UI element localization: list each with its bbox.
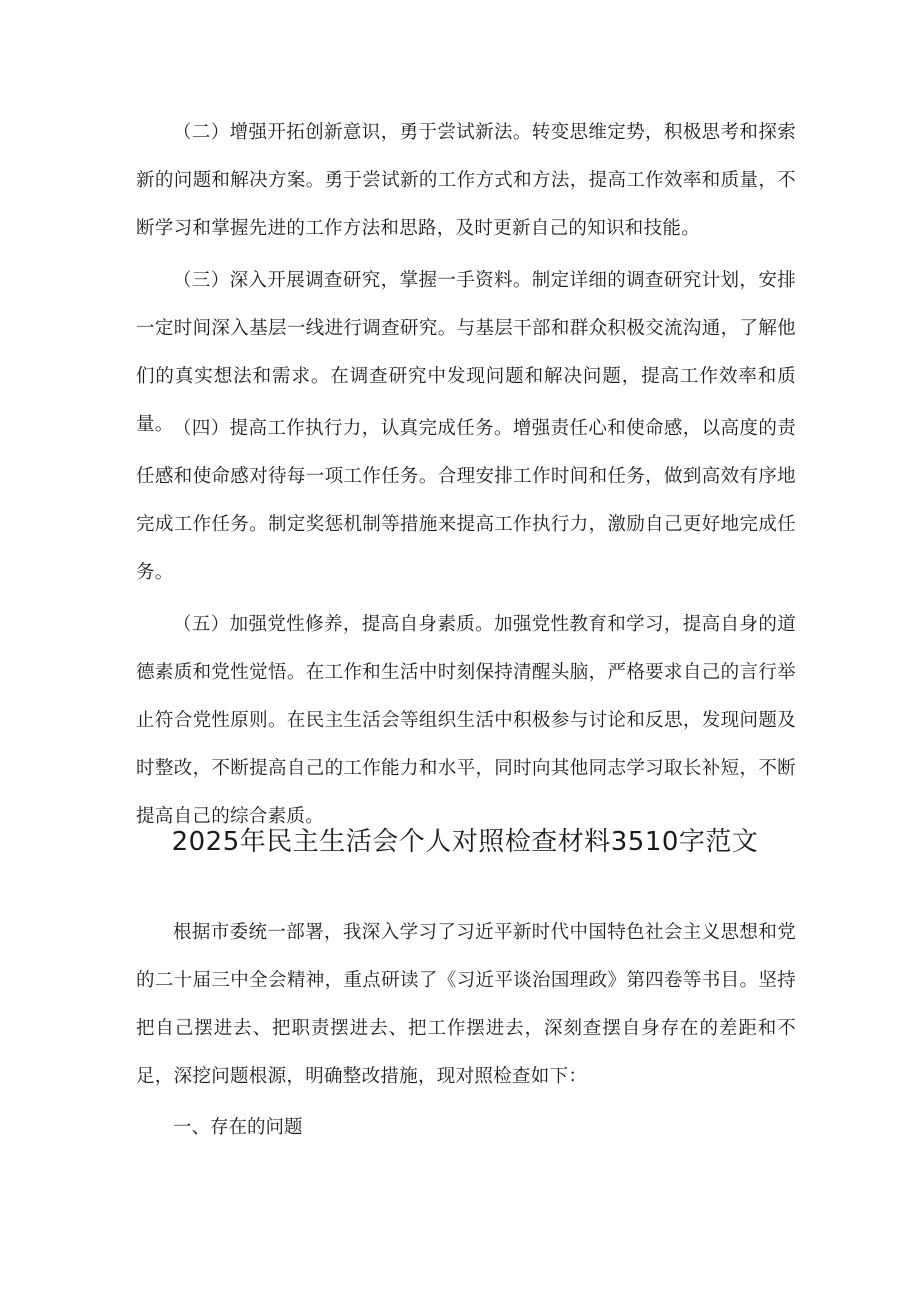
document-title: 2025年民主生活会个人对照检查材料3510字范文 xyxy=(171,827,759,857)
paragraph-party-spirit: （五）加强党性修养，提高自身素质。加强党性教育和学习，提高自身的道德素质和党性觉悟。在工作和生活中时刻保持清醒头脑，严格要求自己的言行举止符合党性原则。在民主生活会等组织生活中积极参与讨论和反思，发现问题及时整改，不断提高自己的工作能力和水平，同时向其他同志学习取长补短，不断提高自己的综合素质。 xyxy=(136,614,796,827)
paragraph-intro: 根据市委统一部署，我深入学习了习近平新时代中国特色社会主义思想和党的二十届三中全会精神，重点研读了《习近平谈治国理政》第四卷等书目。坚持把自己摆进去、把职责摆进去、把工作摆进去，深刻查摆自身存在的差距和不足，深挖问题根源，明确整改措施，现对照检查如下： xyxy=(136,922,796,1087)
paragraph-innovation: （二）增强开拓创新意识，勇于尝试新法。转变思维定势，积极思考和探索新的问题和解决方案。勇于尝试新的工作方式和方法，提高工作效率和质量，不断学习和掌握先进的工作方法和思路，及时更新自己的知识和技能。 xyxy=(136,122,796,239)
paragraph-research: （三）深入开展调查研究，掌握一手资料。制定详细的调查研究计划，安排一定时间深入基层一线进行调查研究。与基层干部和群众积极交流沟通，了解他们的真实想法和需求。在调查研究中发现问题和解决问题，提高工作效率和质量。 xyxy=(136,270,796,435)
section-heading: 一、存在的问题 xyxy=(173,1117,303,1138)
paragraph-execution: （四）提高工作执行力，认真完成任务。增强责任心和使命感，以高度的责任感和使命感对待每一项工作任务。合理安排工作时间和任务，做到高效有序地完成工作任务。制定奖惩机制等措施来提高工作执行力，激励自己更好地完成任务。 xyxy=(136,418,796,583)
